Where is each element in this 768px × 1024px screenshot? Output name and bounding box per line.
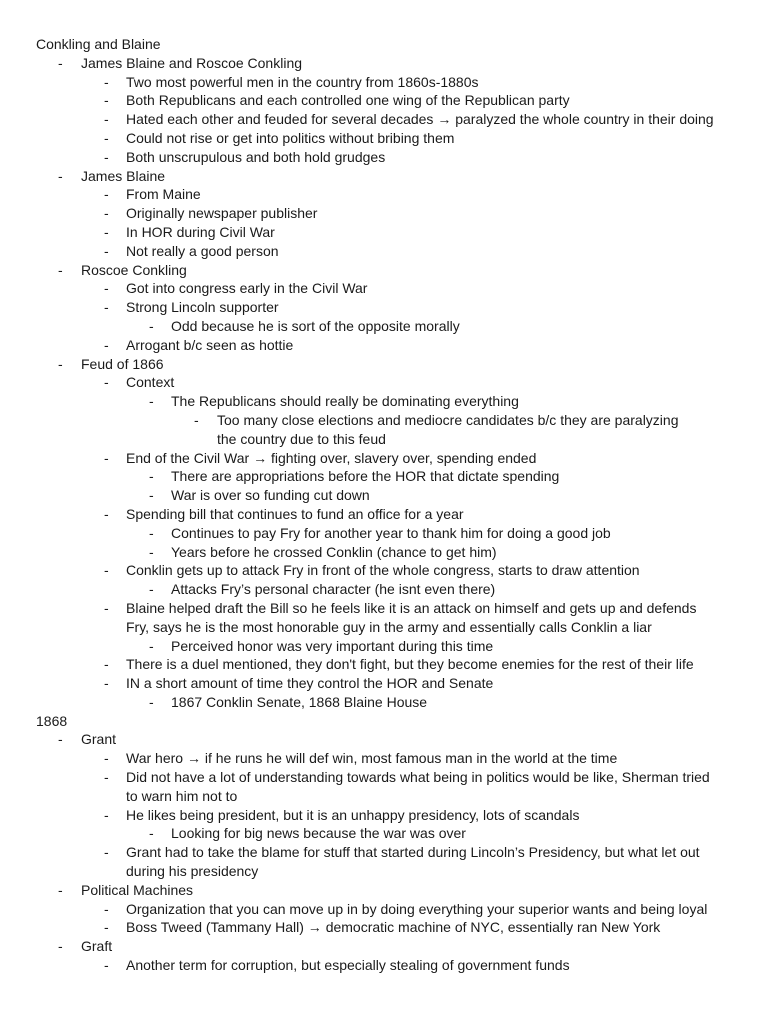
section-heading <box>0 712 768 731</box>
list-item-text: Not really a good person <box>126 242 279 259</box>
list-item-text: Too many close elections and mediocre candidates b/c they are paralyzing the country due to this feud <box>217 411 679 447</box>
dash-bullet-icon: - <box>104 750 109 767</box>
list-item <box>0 298 768 317</box>
list-item-text: Context <box>126 374 175 391</box>
list-item-text: Years before he crossed Conklin (chance to get him) <box>171 543 497 560</box>
list-item-text: Feud of 1866 <box>81 355 164 372</box>
list-item <box>0 185 768 204</box>
list-item <box>0 73 768 92</box>
list-item-text: IN a short amount of time they control the HOR and Senate <box>126 675 494 692</box>
dash-bullet-icon: - <box>58 355 63 372</box>
list-item-text: Did not have a lot of understanding towards what being in politics would be like, Sherman tried to warn him not to <box>126 769 710 804</box>
list-item <box>0 918 768 937</box>
list-item <box>0 580 768 599</box>
list-item-text: Both Republicans and each controlled one wing of the Republican party <box>126 92 570 109</box>
list-item-text: Continues to pay Fry for another year to thank him for doing a good job <box>171 524 611 541</box>
list-item <box>0 824 768 843</box>
dash-bullet-icon: - <box>104 919 109 936</box>
list-item <box>0 599 768 637</box>
dash-bullet-icon: - <box>149 524 154 541</box>
list-item <box>0 937 768 956</box>
list-item-text: Grant <box>81 731 117 748</box>
list-item-text: Political Machines <box>81 881 194 898</box>
dash-bullet-icon: - <box>104 129 109 146</box>
dash-bullet-icon: - <box>104 223 109 240</box>
dash-bullet-icon: - <box>149 637 154 654</box>
dash-bullet-icon: - <box>104 900 109 917</box>
list-item <box>0 768 768 806</box>
dash-bullet-icon: - <box>149 693 154 710</box>
list-item <box>0 110 768 129</box>
dash-bullet-icon: - <box>104 675 109 692</box>
dash-bullet-icon: - <box>104 299 109 316</box>
dash-bullet-icon: - <box>104 280 109 297</box>
list-item <box>0 467 768 486</box>
dash-bullet-icon: - <box>149 825 154 842</box>
list-item-text: In HOR during Civil War <box>126 223 275 240</box>
list-item <box>0 693 768 712</box>
dash-bullet-icon: - <box>58 167 63 184</box>
dash-bullet-icon: - <box>58 261 63 278</box>
list-item-text: There is a duel mentioned, they don't fight, but they become enemies for the rest of their life <box>126 656 694 673</box>
dash-bullet-icon: - <box>58 938 63 955</box>
dash-bullet-icon: - <box>194 411 199 428</box>
list-item-text: Strong Lincoln supporter <box>126 299 279 316</box>
list-item-text: Looking for big news because the war was over <box>171 825 466 842</box>
list-item-text: Two most powerful men in the country from 1860s-1880s <box>126 73 479 90</box>
list-item-text: There are appropriations before the HOR that dictate spending <box>171 468 560 485</box>
dash-bullet-icon: - <box>149 468 154 485</box>
dash-bullet-icon: - <box>104 92 109 109</box>
list-item <box>0 655 768 674</box>
list-item-text: Got into congress early in the Civil War <box>126 280 368 297</box>
dash-bullet-icon: - <box>58 881 63 898</box>
list-item <box>0 730 768 749</box>
dash-bullet-icon: - <box>104 844 109 861</box>
dash-bullet-icon: - <box>104 242 109 259</box>
section-heading <box>0 35 768 54</box>
dash-bullet-icon: - <box>104 599 109 616</box>
list-item-text: Organization that you can move up in by doing everything your superior wants and being loyal <box>126 900 708 917</box>
list-item-text: Perceived honor was very important during this time <box>171 637 494 654</box>
list-item-text: Hated each other and feuded for several decades → paralyzed the whole country in their doing <box>126 111 714 128</box>
list-item-text: From Maine <box>126 186 201 203</box>
dash-bullet-icon: - <box>104 205 109 222</box>
list-item-text: Could not rise or get into politics without bribing them <box>126 129 455 146</box>
list-item-text: Odd because he is sort of the opposite morally <box>171 317 460 334</box>
dash-bullet-icon: - <box>149 543 154 560</box>
list-item-text: Spending bill that continues to fund an office for a year <box>126 505 464 522</box>
dash-bullet-icon: - <box>149 487 154 504</box>
list-item-text: Both unscrupulous and both hold grudges <box>126 148 386 165</box>
list-item <box>0 167 768 186</box>
list-item <box>0 373 768 392</box>
list-item-text: Attacks Fry’s personal character (he isnt even there) <box>171 581 496 598</box>
list-item-text: War is over so funding cut down <box>171 487 370 504</box>
dash-bullet-icon: - <box>104 186 109 203</box>
list-item <box>0 637 768 656</box>
dash-bullet-icon: - <box>104 806 109 823</box>
list-item <box>0 148 768 167</box>
list-item <box>0 806 768 825</box>
list-item-text: He likes being president, but it is an unhappy presidency, lots of scandals <box>126 806 580 823</box>
section-heading-text: 1868 <box>36 712 68 729</box>
list-item <box>0 355 768 374</box>
list-item <box>0 204 768 223</box>
list-item <box>0 749 768 768</box>
list-item-text: Another term for corruption, but especially stealing of government funds <box>126 957 570 974</box>
list-item-text: Graft <box>81 938 113 955</box>
list-item <box>0 54 768 73</box>
list-item-text: Grant had to take the blame for stuff that started during Lincoln’s Presidency, but what let out during his presidency <box>126 844 700 880</box>
list-item <box>0 91 768 110</box>
list-item-text: The Republicans should really be dominating everything <box>171 393 519 410</box>
list-item-text: Blaine helped draft the Bill so he feels like it is an attack on himself and gets up and defends Fry, says he is the most honorable guy in the army and essentially calls Conklin a liar <box>126 599 697 635</box>
dash-bullet-icon: - <box>58 54 63 71</box>
list-item <box>0 881 768 900</box>
dash-bullet-icon: - <box>149 581 154 598</box>
list-item <box>0 411 768 449</box>
list-item-text: 1867 Conklin Senate, 1868 Blaine House <box>171 693 428 710</box>
dash-bullet-icon: - <box>104 148 109 165</box>
list-item-text: End of the Civil War → fighting over, slavery over, spending ended <box>126 449 537 466</box>
list-item-text: James Blaine <box>81 167 166 184</box>
dash-bullet-icon: - <box>104 656 109 673</box>
dash-bullet-icon: - <box>58 731 63 748</box>
section-heading-text: Conkling and Blaine <box>36 36 161 52</box>
dash-bullet-icon: - <box>104 336 109 353</box>
list-item <box>0 336 768 355</box>
list-item <box>0 674 768 693</box>
dash-bullet-icon: - <box>149 317 154 334</box>
list-item <box>0 317 768 336</box>
list-item-text: Conklin gets up to attack Fry in front of the whole congress, starts to draw attention <box>126 562 640 579</box>
list-item <box>0 561 768 580</box>
list-item-text: Originally newspaper publisher <box>126 205 318 222</box>
list-item <box>0 956 768 975</box>
dash-bullet-icon: - <box>104 957 109 974</box>
list-item-text: Boss Tweed (Tammany Hall) → democratic machine of NYC, essentially ran New York <box>126 919 661 936</box>
list-item <box>0 543 768 562</box>
list-item <box>0 486 768 505</box>
list-item <box>0 449 768 468</box>
list-item <box>0 392 768 411</box>
dash-bullet-icon: - <box>104 111 109 128</box>
dash-bullet-icon: - <box>104 505 109 522</box>
dash-bullet-icon: - <box>149 393 154 410</box>
list-item <box>0 279 768 298</box>
list-item <box>0 223 768 242</box>
dash-bullet-icon: - <box>104 449 109 466</box>
list-item <box>0 843 768 881</box>
dash-bullet-icon: - <box>104 769 109 786</box>
dash-bullet-icon: - <box>104 562 109 579</box>
list-item <box>0 505 768 524</box>
list-item <box>0 242 768 261</box>
list-item-text: War hero → if he runs he will def win, most famous man in the world at the time <box>126 750 618 767</box>
list-item-text: Roscoe Conkling <box>81 261 187 278</box>
list-item <box>0 524 768 543</box>
list-item-text: James Blaine and Roscoe Conkling <box>81 54 303 71</box>
list-item <box>0 900 768 919</box>
document-body <box>0 35 768 975</box>
list-item-text: Arrogant b/c seen as hottie <box>126 336 294 353</box>
list-item <box>0 261 768 280</box>
dash-bullet-icon: - <box>104 374 109 391</box>
list-item <box>0 129 768 148</box>
dash-bullet-icon: - <box>104 73 109 90</box>
